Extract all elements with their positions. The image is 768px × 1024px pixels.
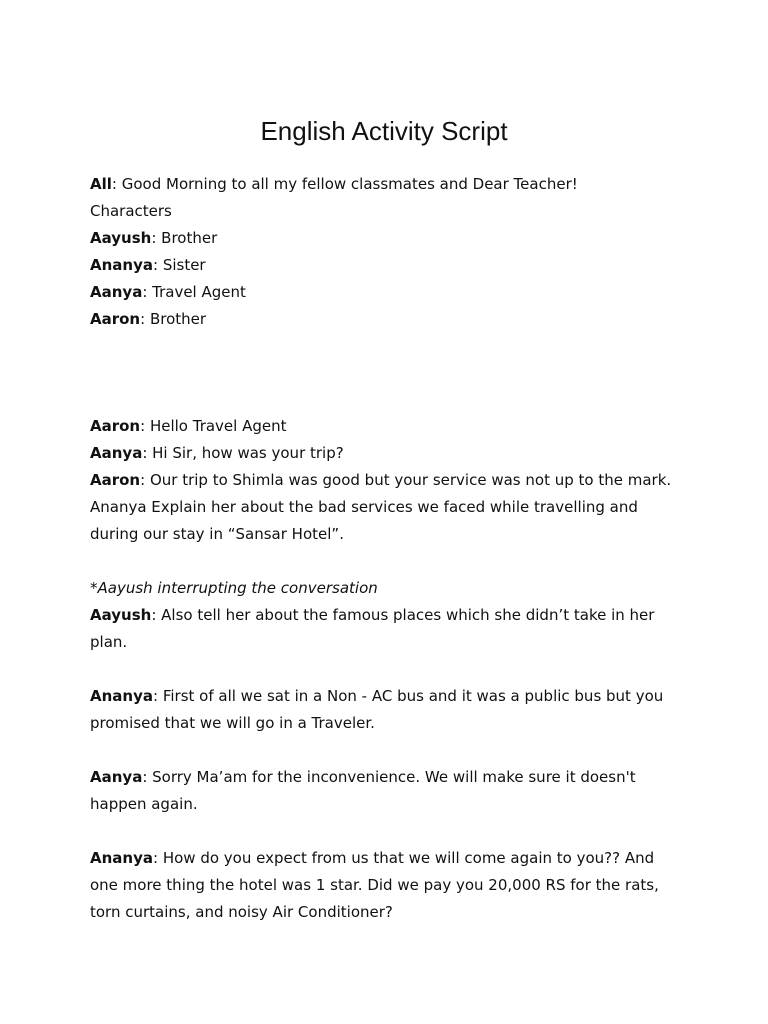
speaker-name: Aaron [90, 417, 141, 435]
speaker-name: Aanya [90, 444, 143, 462]
paragraph-gap [90, 737, 690, 764]
character-entry [90, 252, 690, 279]
dialogue-text: : Also tell her about the famous places which she didn’t take in her [151, 606, 655, 624]
speaker-name: Aaron [90, 471, 141, 489]
dialogue-text: : How do you expect from us that we will come again to you?? And [153, 849, 655, 867]
page-title: English Activity Script [260, 116, 508, 146]
paragraph-gap [90, 656, 690, 683]
dialogue-continuation: plan. [90, 633, 128, 651]
speaker-name: Ananya [90, 687, 153, 705]
dialogue-text: : Our trip to Shimla was good but your service was not up to the mark. [140, 471, 672, 489]
character-role: : Sister [153, 256, 206, 274]
speaker-name: Ananya [90, 849, 153, 867]
dialogue-text: : Sorry Ma’am for the inconvenience. We will make sure it doesn't [142, 768, 636, 786]
dialogue-line [90, 467, 690, 494]
character-entry [90, 225, 690, 252]
dialogue-continuation: happen again. [90, 795, 198, 813]
dialogue-line [90, 602, 690, 629]
dialogue-line [90, 764, 690, 791]
character-name: Aanya [90, 283, 143, 301]
paragraph-gap [90, 818, 690, 845]
script-body [90, 171, 690, 926]
dialogue-line [90, 683, 690, 710]
speaker-name: All [90, 175, 112, 193]
greeting-line [90, 171, 690, 198]
dialogue-text: : Good Morning to all my fellow classmates and Dear Teacher! [111, 175, 578, 193]
dialogue-continuation: promised that we will go in a Traveler. [90, 714, 375, 732]
character-name: Ananya [90, 256, 153, 274]
character-role: : Brother [140, 310, 207, 328]
dialogue-text: : First of all we sat in a Non - AC bus and it was a public bus but you [153, 687, 664, 705]
speaker-name: Aanya [90, 768, 143, 786]
character-role: : Travel Agent [142, 283, 246, 301]
dialogue-line [90, 440, 690, 467]
character-role: : Brother [151, 229, 218, 247]
characters-heading: Characters [90, 202, 172, 220]
paragraph-gap [90, 548, 690, 575]
stage-direction: *Aayush interrupting the conversation [90, 579, 378, 597]
dialogue-continuation: torn curtains, and noisy Air Conditioner? [90, 903, 393, 921]
character-entry [90, 306, 690, 333]
dialogue-continuation: one more thing the hotel was 1 star. Did we pay you 20,000 RS for the rats, [90, 876, 659, 894]
dialogue-continuation: Ananya Explain her about the bad services we faced while travelling and [90, 498, 638, 516]
dialogue-line [90, 845, 690, 872]
character-entry [90, 279, 690, 306]
section-gap [90, 333, 690, 413]
character-name: Aaron [90, 310, 141, 328]
dialogue-text: : Hi Sir, how was your trip? [142, 444, 344, 462]
speaker-name: Aayush [90, 606, 152, 624]
dialogue-text: : Hello Travel Agent [140, 417, 287, 435]
dialogue-continuation: during our stay in “Sansar Hotel”. [90, 525, 344, 543]
character-name: Aayush [90, 229, 152, 247]
dialogue-line [90, 413, 690, 440]
